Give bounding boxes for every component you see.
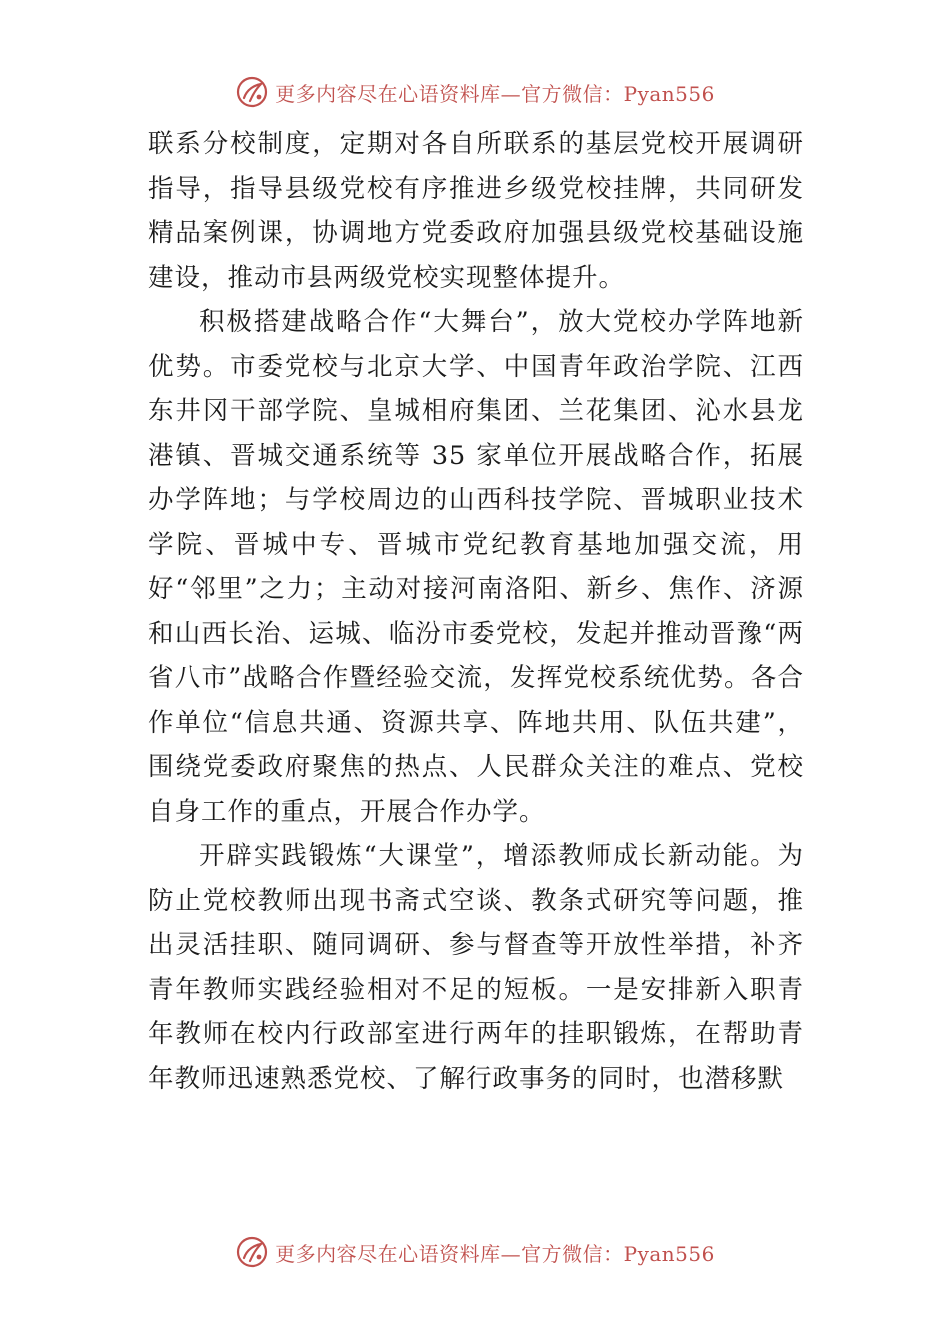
header-watermark bbox=[0, 72, 950, 112]
watermark-text: 更多内容尽在心语资料库—官方微信：Pyan556 bbox=[275, 81, 715, 106]
footer-watermark bbox=[0, 1232, 950, 1272]
red-circle-logo-icon bbox=[235, 75, 269, 109]
document-body bbox=[148, 122, 804, 1101]
watermark-text: 更多内容尽在心语资料库—官方微信：Pyan556 bbox=[275, 1241, 715, 1266]
paragraph-2: 积极搭建战略合作“大舞台”，放大党校办学阵地新优势。市委党校与北京大学、中国青年政治学院、江西东井冈干部学院、皇城相府集团、兰花集团、沁水县龙港镇、晋城交通系统等 35 家单位开展战略合作，拓展办学阵地；与学校周边的山西科技学院、晋城职业技术学院、晋城中专、晋城市党纪教育基地加强交流，用好“邻里”之力；主动对接河南洛阳、新乡、焦作、济源和山西长治、运城、临汾市委党校，发起并推动晋豫“两省八市”战略合作暨经验交流，发挥党校系统优势。各合作单位“信息共通、资源共享、阵地共用、队伍共建”，围绕党委政府聚焦的热点、人民群众关注的难点、党校自身工作的重点，开展合作办学。 bbox=[148, 307, 804, 827]
paragraph-1: 联系分校制度，定期对各自所联系的基层党校开展调研指导，指导县级党校有序推进乡级党校挂牌，共同研发精品案例课，协调地方党委政府加强县级党校基础设施建设，推动市县两级党校实现整体提升。 bbox=[148, 129, 804, 293]
paragraph-3: 开辟实践锻炼“大课堂”，增添教师成长新动能。为防止党校教师出现书斋式空谈、教条式研究等问题，推出灵活挂职、随同调研、参与督查等开放性举措，补齐青年教师实践经验相对不足的短板。一是安排新入职青年教师在校内行政部室进行两年的挂职锻炼，在帮助青年教师迅速熟悉党校、了解行政事务的同时，也潜移默 bbox=[148, 841, 804, 1094]
red-circle-logo-icon bbox=[235, 1235, 269, 1269]
